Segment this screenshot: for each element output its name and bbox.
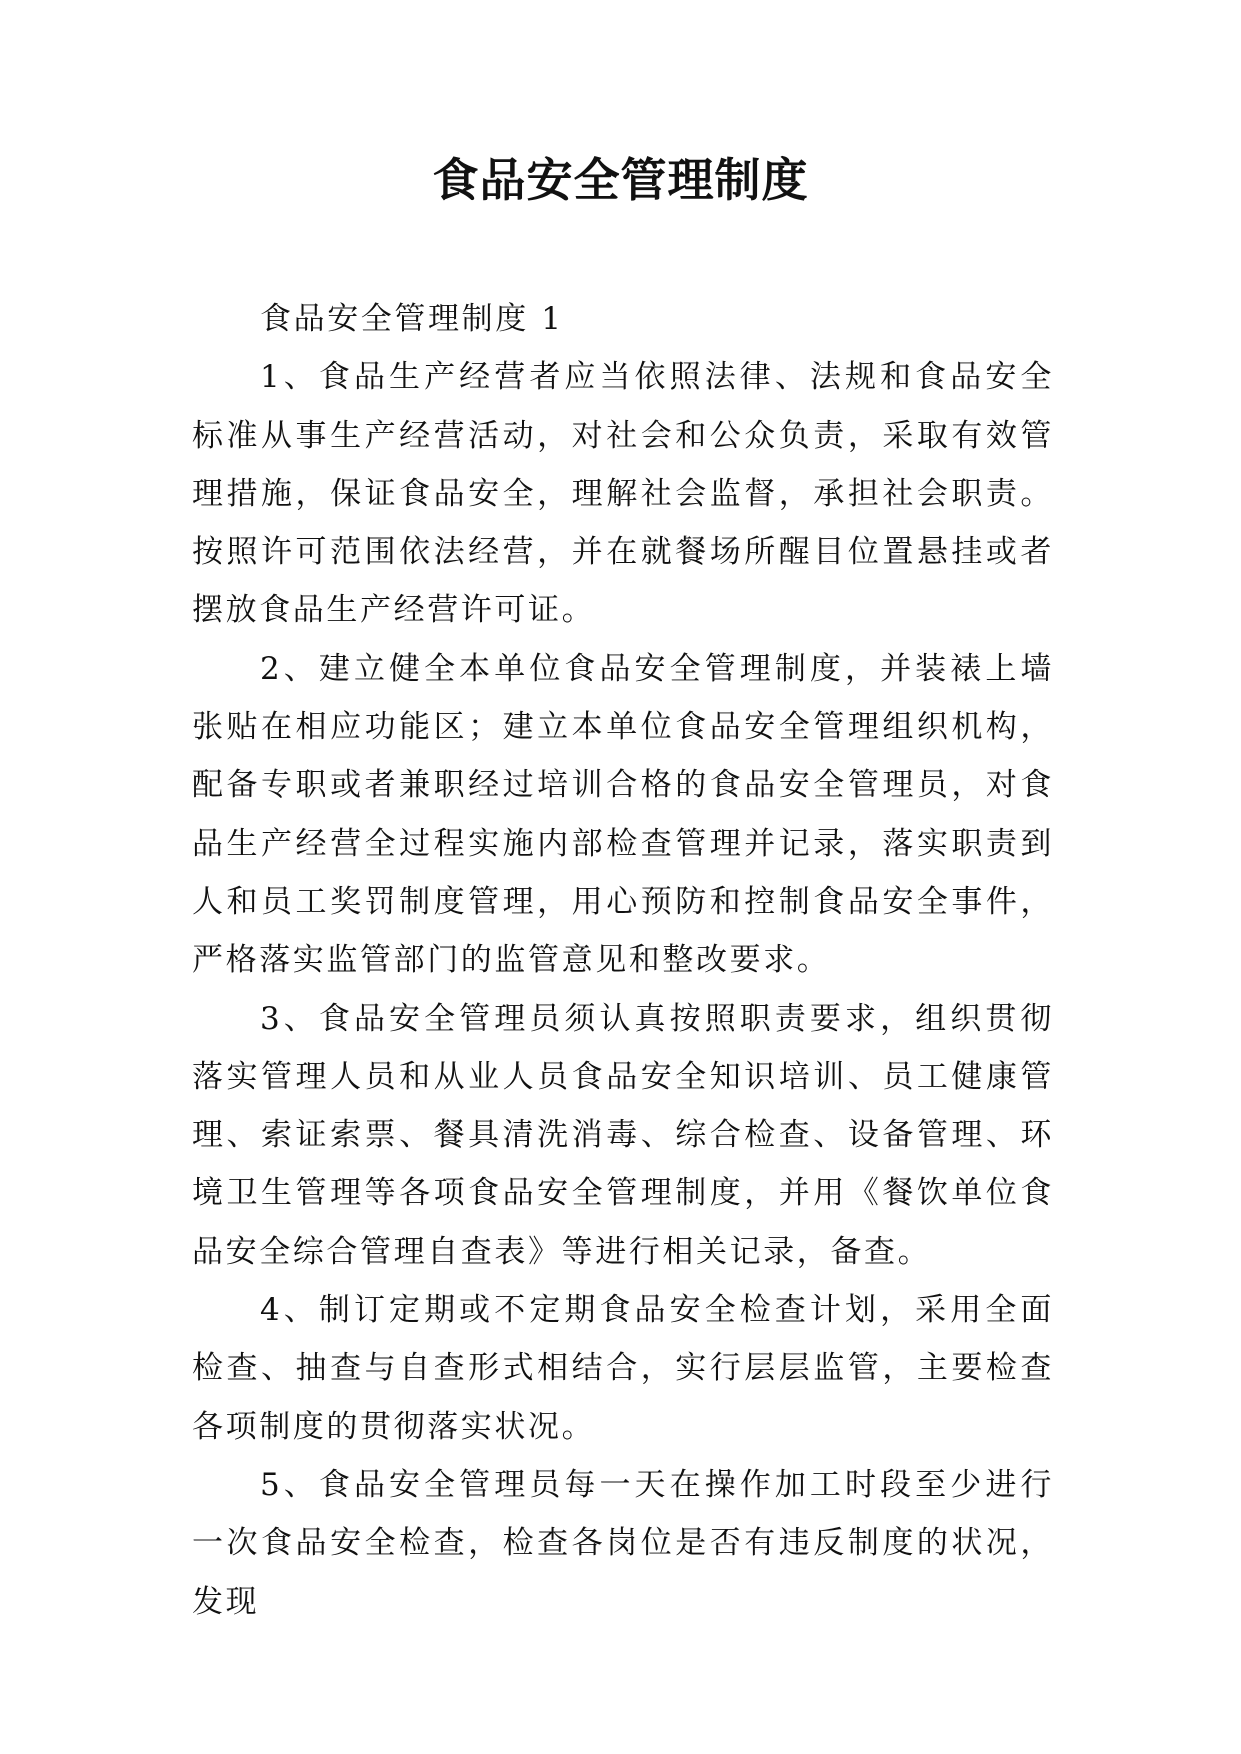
document-title: 食品安全管理制度 — [432, 153, 809, 207]
paragraph-4: 4、制订定期或不定期食品安全检查计划，采用全面检查、抽查与自查形式相结合，实行层层监管，主要检查各项制度的贯彻落实状况。 — [192, 1292, 1054, 1445]
paragraph-5: 5、食品安全管理员每一天在操作加工时段至少进行一次食品安全检查，检查各岗位是否有违反制度的状况，发现 — [192, 1466, 1054, 1620]
document-body — [192, 290, 1054, 1631]
section-heading: 食品安全管理制度 1 — [260, 301, 564, 337]
paragraph-3: 3、食品安全管理员须认真按照职责要求，组织贯彻落实管理人员和从业人员食品安全知识培训、员工健康管理、索证索票、餐具清洗消毒、综合检查、设备管理、环境卫生管理等各项食品安全管理制度，并用《餐饮单位食品安全综合管理自查表》等进行相关记录，备查。 — [192, 1000, 1054, 1270]
paragraph-1: 1、食品生产经营者应当依照法律、法规和食品安全标准从事生产经营活动，对社会和公众负责，采取有效管理措施，保证食品安全，理解社会监督，承担社会职责。按照许可范围依法经营，并在就餐场所醒目位置悬挂或者摆放食品生产经营许可证。 — [192, 359, 1054, 629]
paragraph-2: 2、建立健全本单位食品安全管理制度，并装裱上墙张贴在相应功能区；建立本单位食品安全管理组织机构，配备专职或者兼职经过培训合格的食品安全管理员，对食品生产经营全过程实施内部检查管理并记录，落实职责到人和员工奖罚制度管理，用心预防和控制食品安全事件，严格落实监管部门的监管意见和整改要求。 — [192, 650, 1054, 979]
